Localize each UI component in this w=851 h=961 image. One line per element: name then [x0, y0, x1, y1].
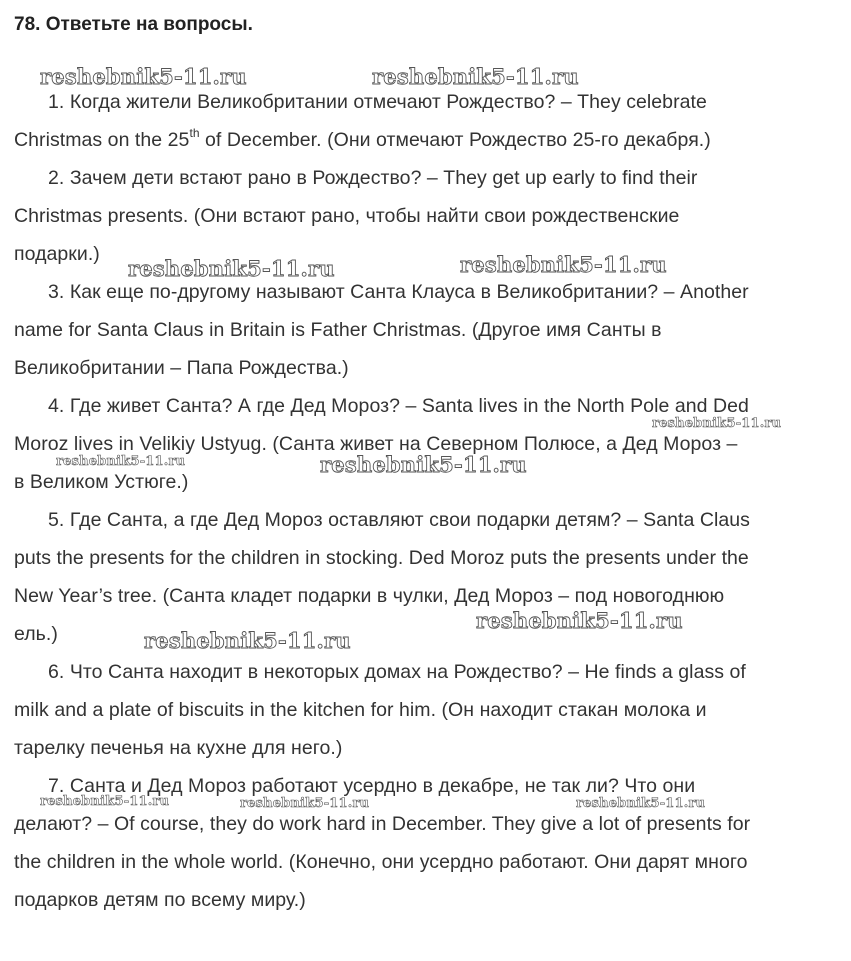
- watermark: reshebnik5-11.ru: [320, 452, 527, 477]
- answer-4-line-3: в Великом Устюге.): [14, 471, 189, 493]
- answer-1-line-1: 1. Когда жители Великобритании отмечают Рождество? – They celebrate: [48, 91, 707, 113]
- ordinal-superscript: th: [189, 125, 200, 140]
- watermark: reshebnik5-11.ru: [40, 64, 247, 89]
- answer-1-line-2: [14, 125, 711, 152]
- answer-6-line-3: тарелку печенья на кухне для него.): [14, 737, 343, 759]
- answer-1-text-pre: Christmas on the 25: [14, 129, 190, 151]
- watermark: reshebnik5-11.ru: [460, 252, 667, 277]
- watermark: reshebnik5-11.ru: [476, 608, 683, 633]
- watermark: reshebnik5-11.ru: [56, 454, 186, 469]
- watermark: reshebnik5-11.ru: [372, 64, 579, 89]
- answer-7-line-3: the children in the whole world. (Конечно, они усердно работают. Они дарят много: [14, 851, 748, 873]
- watermark: reshebnik5-11.ru: [40, 794, 170, 809]
- exercise-title: 78. Ответьте на вопросы.: [14, 14, 253, 35]
- answer-5-line-2: puts the presents for the children in stocking. Ded Moroz puts the presents under the: [14, 547, 749, 569]
- answer-5-line-4: ель.): [14, 623, 58, 645]
- answer-2-line-2: Christmas presents. (Они встают рано, чтобы найти свои рождественские: [14, 205, 680, 227]
- answer-2-line-3: подарки.): [14, 243, 100, 265]
- answer-4-line-2: Moroz lives in Velikiy Ustyug. (Санта живет на Северном Полюсе, а Дед Мороз –: [14, 433, 738, 455]
- answer-3-line-1: 3. Как еще по-другому называют Санта Клауса в Великобритании? – Another: [48, 281, 749, 303]
- answer-7-line-1: 7. Санта и Дед Мороз работают усердно в декабре, не так ли? Что они: [48, 775, 696, 797]
- answer-5-line-1: 5. Где Санта, а где Дед Мороз оставляют свои подарки детям? – Santa Claus: [48, 509, 750, 531]
- answer-4-line-1: 4. Где живет Санта? А где Дед Мороз? – Santa lives in the North Pole and Ded: [48, 395, 749, 417]
- watermark: reshebnik5-11.ru: [128, 256, 335, 281]
- watermark: reshebnik5-11.ru: [652, 416, 782, 431]
- answer-2-line-1: 2. Зачем дети встают рано в Рождество? – They get up early to find their: [48, 167, 698, 189]
- answer-3-line-2: name for Santa Claus in Britain is Father Christmas. (Другое имя Санты в: [14, 319, 662, 341]
- answer-5-line-3: New Year’s tree. (Санта кладет подарки в чулки, Дед Мороз – под новогоднюю: [14, 585, 725, 607]
- answer-6-line-1: 6. Что Санта находит в некоторых домах на Рождество? – He finds a glass of: [48, 661, 746, 683]
- answer-1-text-post: of December. (Они отмечают Рождество 25-го декабря.): [199, 129, 711, 151]
- answer-6-line-2: milk and a plate of biscuits in the kitchen for him. (Он находит стакан молока и: [14, 699, 707, 721]
- answer-7-line-2: делают? – Of course, they do work hard in December. They give a lot of presents for: [14, 813, 751, 835]
- watermark: reshebnik5-11.ru: [576, 796, 706, 811]
- answer-3-line-3: Великобритании – Папа Рождества.): [14, 357, 349, 379]
- watermark: reshebnik5-11.ru: [144, 628, 351, 653]
- watermark: reshebnik5-11.ru: [240, 796, 370, 811]
- answer-7-line-4: подарков детям по всему миру.): [14, 889, 306, 911]
